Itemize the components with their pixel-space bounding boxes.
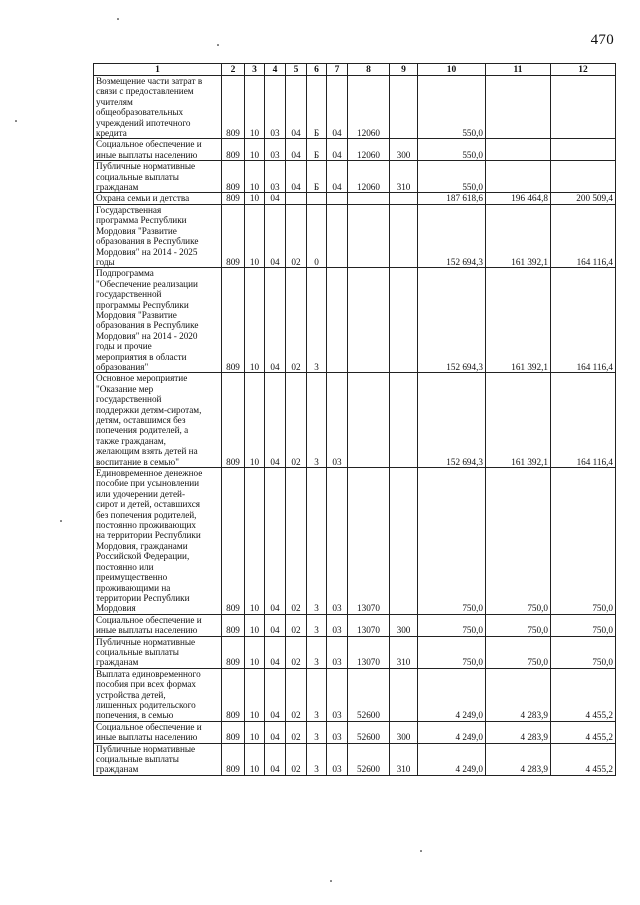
table-row xyxy=(94,268,616,373)
amount-year1-cell: 550,0 xyxy=(418,139,486,161)
scan-speck xyxy=(60,520,62,522)
amount-year3-cell: 200 509,4 xyxy=(551,193,616,204)
program-cell: 02 xyxy=(286,668,307,721)
amount-year2-cell: 4 283,9 xyxy=(486,721,551,743)
row-name-cell: Государственная программа Республики Мордовия "Развитие образования в Республике Мордовия" на 2014 - 2025 годы xyxy=(94,204,222,267)
expense-type-cell: 300 xyxy=(390,721,418,743)
ministry-code-cell: 809 xyxy=(222,161,245,193)
program-cell: 04 xyxy=(286,139,307,161)
column-header: 4 xyxy=(265,64,286,76)
amount-year3-cell xyxy=(551,76,616,139)
direction-cell xyxy=(348,204,390,267)
amount-year2-cell: 161 392,1 xyxy=(486,204,551,267)
ministry-code-cell: 809 xyxy=(222,139,245,161)
amount-year1-cell: 152 694,3 xyxy=(418,268,486,373)
direction-cell xyxy=(348,373,390,468)
amount-year2-cell xyxy=(486,139,551,161)
row-name-cell: Публичные нормативные социальные выплаты гражданам xyxy=(94,636,222,668)
row-name-cell: Публичные нормативные социальные выплаты гражданам xyxy=(94,161,222,193)
amount-year3-cell: 750,0 xyxy=(551,636,616,668)
section-cell: 10 xyxy=(245,614,265,636)
scan-speck xyxy=(117,18,119,20)
section-cell: 10 xyxy=(245,76,265,139)
ministry-code-cell: 809 xyxy=(222,204,245,267)
scan-speck xyxy=(217,44,219,46)
section-cell: 10 xyxy=(245,721,265,743)
table-row xyxy=(94,668,616,721)
ministry-code-cell: 809 xyxy=(222,468,245,615)
amount-year2-cell: 161 392,1 xyxy=(486,373,551,468)
subprogram-cell: 3 xyxy=(307,373,327,468)
amount-year2-cell: 4 283,9 xyxy=(486,743,551,775)
row-name-cell: Охрана семьи и детства xyxy=(94,193,222,204)
measure-cell: 03 xyxy=(327,373,348,468)
amount-year2-cell: 750,0 xyxy=(486,614,551,636)
section-cell: 10 xyxy=(245,204,265,267)
expense-type-cell: 300 xyxy=(390,614,418,636)
row-name-cell: Основное мероприятие "Оказание мер государственной поддержки детям-сиротам, детям, оставшимся без попечения родителей, а также гражданам, желающим взять детей на воспитание в семью" xyxy=(94,373,222,468)
subsection-cell: 03 xyxy=(265,161,286,193)
amount-year3-cell: 164 116,4 xyxy=(551,268,616,373)
row-name-cell: Возмещение части затрат в связи с предоставлением учителям общеобразовательных учреждений ипотечного кредита xyxy=(94,76,222,139)
column-header: 3 xyxy=(245,64,265,76)
subsection-cell: 04 xyxy=(265,193,286,204)
direction-cell: 52600 xyxy=(348,668,390,721)
direction-cell: 13070 xyxy=(348,614,390,636)
ministry-code-cell: 809 xyxy=(222,636,245,668)
scan-speck xyxy=(15,120,17,122)
direction-cell xyxy=(348,193,390,204)
subprogram-cell xyxy=(307,193,327,204)
program-cell: 02 xyxy=(286,743,307,775)
amount-year3-cell: 164 116,4 xyxy=(551,373,616,468)
subsection-cell: 04 xyxy=(265,614,286,636)
ministry-code-cell: 809 xyxy=(222,373,245,468)
expense-type-cell xyxy=(390,268,418,373)
measure-cell xyxy=(327,268,348,373)
program-cell: 02 xyxy=(286,204,307,267)
expense-type-cell: 310 xyxy=(390,161,418,193)
amount-year1-cell: 550,0 xyxy=(418,161,486,193)
subprogram-cell: 3 xyxy=(307,721,327,743)
amount-year1-cell: 187 618,6 xyxy=(418,193,486,204)
expense-type-cell xyxy=(390,76,418,139)
table-header-row xyxy=(94,64,616,76)
subprogram-cell: 3 xyxy=(307,668,327,721)
section-cell: 10 xyxy=(245,268,265,373)
measure-cell xyxy=(327,204,348,267)
section-cell: 10 xyxy=(245,161,265,193)
amount-year1-cell: 750,0 xyxy=(418,468,486,615)
scan-speck xyxy=(420,850,422,852)
amount-year1-cell: 152 694,3 xyxy=(418,204,486,267)
measure-cell: 04 xyxy=(327,161,348,193)
table-row xyxy=(94,204,616,267)
expense-type-cell: 310 xyxy=(390,636,418,668)
measure-cell: 03 xyxy=(327,743,348,775)
ministry-code-cell: 809 xyxy=(222,721,245,743)
amount-year2-cell: 750,0 xyxy=(486,636,551,668)
expense-type-cell: 300 xyxy=(390,139,418,161)
program-cell: 02 xyxy=(286,468,307,615)
section-cell: 10 xyxy=(245,193,265,204)
subprogram-cell: Б xyxy=(307,76,327,139)
measure-cell: 03 xyxy=(327,668,348,721)
column-header: 1 xyxy=(94,64,222,76)
section-cell: 10 xyxy=(245,373,265,468)
program-cell: 04 xyxy=(286,76,307,139)
expense-type-cell xyxy=(390,193,418,204)
subprogram-cell: Б xyxy=(307,161,327,193)
section-cell: 10 xyxy=(245,668,265,721)
table-row xyxy=(94,614,616,636)
column-header: 9 xyxy=(390,64,418,76)
direction-cell: 13070 xyxy=(348,468,390,615)
subsection-cell: 04 xyxy=(265,468,286,615)
measure-cell xyxy=(327,193,348,204)
subsection-cell: 04 xyxy=(265,636,286,668)
expense-type-cell xyxy=(390,204,418,267)
amount-year2-cell: 196 464,8 xyxy=(486,193,551,204)
program-cell xyxy=(286,193,307,204)
expense-type-cell xyxy=(390,468,418,615)
subsection-cell: 04 xyxy=(265,743,286,775)
section-cell: 10 xyxy=(245,636,265,668)
expense-type-cell: 310 xyxy=(390,743,418,775)
program-cell: 04 xyxy=(286,161,307,193)
measure-cell: 03 xyxy=(327,468,348,615)
column-header: 8 xyxy=(348,64,390,76)
measure-cell: 03 xyxy=(327,636,348,668)
row-name-cell: Социальное обеспечение и иные выплаты населению xyxy=(94,721,222,743)
amount-year1-cell: 4 249,0 xyxy=(418,743,486,775)
amount-year3-cell xyxy=(551,139,616,161)
amount-year2-cell: 4 283,9 xyxy=(486,668,551,721)
table-row xyxy=(94,193,616,204)
column-header: 10 xyxy=(418,64,486,76)
direction-cell: 52600 xyxy=(348,743,390,775)
row-name-cell: Публичные нормативные социальные выплаты гражданам xyxy=(94,743,222,775)
direction-cell: 12060 xyxy=(348,161,390,193)
column-header: 5 xyxy=(286,64,307,76)
subprogram-cell: 3 xyxy=(307,468,327,615)
measure-cell: 03 xyxy=(327,721,348,743)
ministry-code-cell: 809 xyxy=(222,668,245,721)
table-row xyxy=(94,721,616,743)
direction-cell: 12060 xyxy=(348,76,390,139)
ministry-code-cell: 809 xyxy=(222,76,245,139)
column-header: 12 xyxy=(551,64,616,76)
measure-cell: 03 xyxy=(327,614,348,636)
subsection-cell: 04 xyxy=(265,268,286,373)
direction-cell xyxy=(348,268,390,373)
table-row xyxy=(94,373,616,468)
amount-year1-cell: 4 249,0 xyxy=(418,668,486,721)
amount-year3-cell xyxy=(551,161,616,193)
program-cell: 02 xyxy=(286,721,307,743)
amount-year2-cell xyxy=(486,161,551,193)
column-header: 6 xyxy=(307,64,327,76)
amount-year3-cell: 750,0 xyxy=(551,614,616,636)
row-name-cell: Выплата единовременного пособия при всех формах устройства детей, лишенных родительского попечения, в семью xyxy=(94,668,222,721)
table-row xyxy=(94,468,616,615)
amount-year1-cell: 750,0 xyxy=(418,636,486,668)
subsection-cell: 03 xyxy=(265,76,286,139)
amount-year1-cell: 152 694,3 xyxy=(418,373,486,468)
amount-year1-cell: 750,0 xyxy=(418,614,486,636)
ministry-code-cell: 809 xyxy=(222,268,245,373)
amount-year3-cell: 4 455,2 xyxy=(551,721,616,743)
table-row xyxy=(94,139,616,161)
scan-speck xyxy=(330,880,332,882)
direction-cell: 12060 xyxy=(348,139,390,161)
section-cell: 10 xyxy=(245,468,265,615)
subsection-cell: 04 xyxy=(265,721,286,743)
subprogram-cell: 3 xyxy=(307,636,327,668)
amount-year2-cell: 750,0 xyxy=(486,468,551,615)
subprogram-cell: 3 xyxy=(307,614,327,636)
program-cell: 02 xyxy=(286,636,307,668)
subsection-cell: 04 xyxy=(265,204,286,267)
ministry-code-cell: 809 xyxy=(222,193,245,204)
row-name-cell: Социальное обеспечение и иные выплаты населению xyxy=(94,614,222,636)
amount-year2-cell: 161 392,1 xyxy=(486,268,551,373)
subprogram-cell: 0 xyxy=(307,204,327,267)
row-name-cell: Единовременное денежное пособие при усыновлении или удочерении детей- сирот и детей, оставшихся без попечения родителей, постоянно проживающих на территории Республики Мордовия, гражданами Российской Федерации, постоянно или преимущественно проживающими на территории Республики Мордовия xyxy=(94,468,222,615)
row-name-cell: Подпрограмма "Обеспечение реализации государственной программы Республики Мордовия "Развитие образования в Республике Мордовия" на 2014 - 2020 годы и прочие мероприятия в области образования" xyxy=(94,268,222,373)
subsection-cell: 03 xyxy=(265,139,286,161)
subprogram-cell: Б xyxy=(307,139,327,161)
column-header: 7 xyxy=(327,64,348,76)
table-row xyxy=(94,76,616,139)
subprogram-cell: 3 xyxy=(307,743,327,775)
program-cell: 02 xyxy=(286,614,307,636)
ministry-code-cell: 809 xyxy=(222,614,245,636)
amount-year3-cell: 164 116,4 xyxy=(551,204,616,267)
subprogram-cell: 3 xyxy=(307,268,327,373)
expense-type-cell xyxy=(390,668,418,721)
program-cell: 02 xyxy=(286,373,307,468)
amount-year3-cell: 750,0 xyxy=(551,468,616,615)
table-row xyxy=(94,636,616,668)
amount-year3-cell: 4 455,2 xyxy=(551,668,616,721)
table-row xyxy=(94,161,616,193)
subsection-cell: 04 xyxy=(265,668,286,721)
program-cell: 02 xyxy=(286,268,307,373)
row-name-cell: Социальное обеспечение и иные выплаты населению xyxy=(94,139,222,161)
section-cell: 10 xyxy=(245,139,265,161)
column-header: 2 xyxy=(222,64,245,76)
measure-cell: 04 xyxy=(327,139,348,161)
section-cell: 10 xyxy=(245,743,265,775)
budget-table xyxy=(93,63,616,776)
amount-year2-cell xyxy=(486,76,551,139)
expense-type-cell xyxy=(390,373,418,468)
direction-cell: 13070 xyxy=(348,636,390,668)
page-number: 470 xyxy=(590,32,614,48)
direction-cell: 52600 xyxy=(348,721,390,743)
ministry-code-cell: 809 xyxy=(222,743,245,775)
subsection-cell: 04 xyxy=(265,373,286,468)
column-header: 11 xyxy=(486,64,551,76)
amount-year1-cell: 4 249,0 xyxy=(418,721,486,743)
table-row xyxy=(94,743,616,775)
amount-year3-cell: 4 455,2 xyxy=(551,743,616,775)
amount-year1-cell: 550,0 xyxy=(418,76,486,139)
measure-cell: 04 xyxy=(327,76,348,139)
